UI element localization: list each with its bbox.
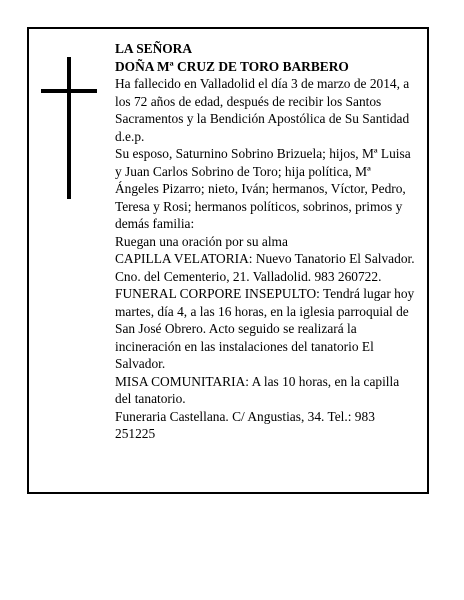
notice-heading: LA SEÑORA	[115, 41, 193, 56]
cross-icon	[41, 57, 97, 199]
death-announcement: Ha fallecido en Valladolid el día 3 de marzo de 2014, a los 72 años de edad, después de recibir los Santos Sacramentos y la Bendición Apostólica de Su Santidad	[115, 76, 410, 126]
mass-info: MISA COMUNITARIA: A las 10 horas, en la capilla del tanatorio.	[115, 373, 400, 406]
notice-text	[115, 40, 415, 443]
obituary-notice	[27, 27, 429, 494]
family-list: Su esposo, Saturnino Sobrino Brizuela; hijos, Mª Luisa y Juan Carlos Sobrino de Toro; hija política, Mª Ángeles Pizarro; nieto, Iván; hermanos, Víctor, Pedro, Teresa y Rosi; hermanos políticos, sobrinos, primos y demás familia:	[115, 146, 411, 231]
funeral-info: FUNERAL CORPORE INSEPULTO: Tendrá lugar hoy martes, día 4, a las 16 horas, en la iglesia parroquial de San José Obrero. Acto seguido se realizará la incineración en las instalaciones del tanatorio El Salvador.	[115, 286, 415, 371]
funeral-home-info: Funeraria Castellana. C/ Angustias, 34. Tel.: 983 251225	[115, 408, 375, 441]
deceased-name: DOÑA Mª CRUZ DE TORO BARBERO	[115, 58, 349, 74]
rip-text: d.e.p.	[115, 128, 145, 144]
chapel-info: CAPILLA VELATORIA: Nuevo Tanatorio El Salvador. Cno. del Cementerio, 21. Valladolid. 983 260722.	[115, 251, 415, 284]
prayer-request: Ruegan una oración por su alma	[115, 233, 288, 249]
